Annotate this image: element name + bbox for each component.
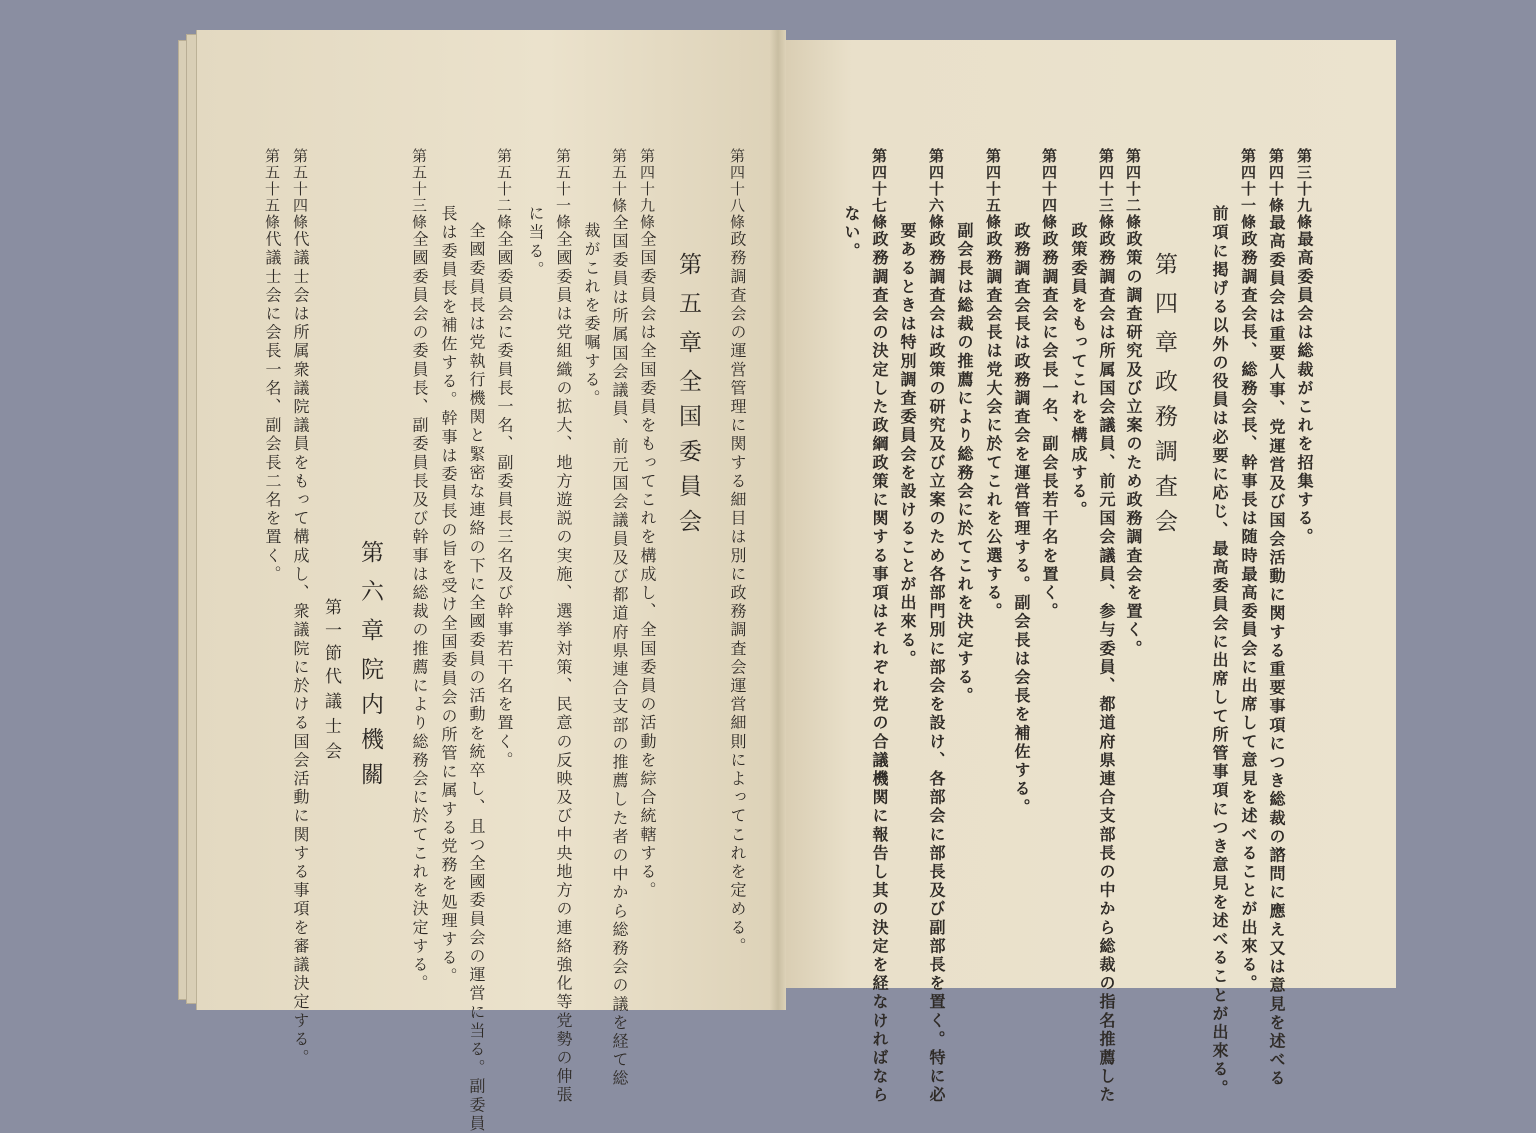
article-label: 第五十二條	[495, 148, 513, 231]
article-label: 第五十四條	[291, 148, 309, 231]
article-label: 第五十五條	[263, 148, 281, 231]
article-label: 第四十五條	[984, 148, 1002, 231]
article-42	[1125, 148, 1141, 658]
article-text: 全國委員は党組織の拡大、地方遊説の実施、選挙対策、民意の反映及び中央地方の連絡強化等党勢の伸張	[554, 230, 573, 1105]
article-43-cont	[1070, 222, 1086, 520]
article-label: 第五十一條	[554, 148, 572, 231]
chapter-5-heading	[676, 252, 699, 544]
article-51	[555, 148, 571, 1105]
chapter-6-heading	[358, 540, 381, 797]
article-54	[292, 148, 308, 1068]
article-text: 政務調査会は政策の研究及び立案のため各部門別に部会を設け、各部会に部長及び副部長を置く。特に必	[927, 230, 946, 1105]
article-44	[1041, 148, 1057, 621]
article-45	[985, 148, 1001, 621]
article-label: 第四十八條	[728, 148, 746, 231]
article-label: 第四十七條	[870, 148, 888, 231]
chapter-title: 政務調査会	[1151, 369, 1177, 544]
article-40	[1268, 148, 1284, 1088]
article-45-para2	[956, 222, 972, 706]
chapter-number: 第五章	[675, 252, 701, 369]
article-text: 政務調査会の決定した政綱政策に関する事項はそれぞれ党の合議機関に報告し其の決定を経なければなら	[870, 230, 889, 1105]
article-text: 政務調査会長、総務会長、幹事長は随時最高委員会に出席して意見を述べることが出來る。	[1239, 230, 1258, 994]
article-text: 政務調査会は所属国会議員、前元国会議員、参与委員、都道府県連合支部長の中から総裁の指名推薦した	[1097, 230, 1116, 1105]
article-label: 第四十二條	[1124, 148, 1142, 231]
article-53	[411, 148, 427, 993]
article-47	[871, 148, 887, 1105]
article-label: 第四十九條	[638, 148, 656, 231]
section-1-heading	[322, 598, 339, 767]
chapter-title: 院内機關	[357, 657, 383, 797]
article-50	[611, 148, 627, 1088]
article-text: 要あるときは特別調査委員会を設けることが出來る。	[898, 222, 917, 669]
article-text: 政務調査会に会長一名、副会長若干名を置く。	[1040, 230, 1059, 622]
article-text: 政策委員をもってこれを構成する。	[1069, 222, 1088, 520]
article-label: 第四十三條	[1097, 148, 1115, 231]
article-text: 全國委員会の委員長、副委員長及び幹事は総裁の推薦により総務会に於てこれを決定する。	[410, 230, 429, 994]
article-52-cont	[440, 205, 456, 986]
article-text: 最高委員会は重要人事、党運営及び国会活動に関する重要事項につき総裁の諮問に應え又は意見を述べる	[1267, 214, 1286, 1089]
article-44-para2	[1013, 222, 1029, 817]
article-text: 裁がこれを委嘱する。	[582, 222, 601, 408]
article-text: 政務調査会の運営管理に関する細目は別に政務調査会運営細則によってこれを定める。	[728, 230, 747, 956]
article-text: 全國委員会に委員長一名、副委員長三名及び幹事若干名を置く。	[495, 230, 514, 770]
article-text: 副会長は総裁の推薦により総務会に於てこれを決定する。	[955, 222, 974, 706]
article-text: ない。	[842, 205, 861, 261]
article-49	[639, 148, 655, 900]
article-text: 代議士会に会長一名、副会長二名を置く。	[263, 230, 282, 584]
article-label: 第五十三條	[410, 148, 428, 231]
article-label: 第五十條	[610, 148, 628, 214]
article-41	[1240, 148, 1256, 993]
article-50-cont	[583, 222, 599, 408]
article-41-para2	[1211, 205, 1227, 1098]
article-text: 政務調査会長は党大会に於てこれを公選する。	[984, 230, 1003, 622]
article-text: 全国委員会は全国委員をもってこれを構成し、全国委員の活動を綜合統轄する。	[638, 230, 657, 901]
article-label: 第四十條	[1267, 148, 1285, 214]
chapter-number: 第六章	[357, 540, 383, 657]
article-label: 第四十四條	[1040, 148, 1058, 231]
section-title: 代議士会	[321, 667, 341, 767]
article-text: 全國委員長は党執行機関と緊密な連絡の下に全國委員の活動を統卒し、且つ全國委員会の運営に当る。副委員	[467, 222, 486, 1133]
article-47-cont	[843, 205, 859, 261]
article-51-cont	[527, 205, 543, 279]
article-text: に当る。	[526, 205, 545, 280]
article-text: 長は委員長を補佐する。幹事は委員長の旨を受け全国委員会の所管に属する党務を処理する。	[439, 205, 458, 987]
section-number: 第一節	[321, 598, 341, 667]
article-text: 代議士会は所属衆議院議員をもって構成し、衆議院に於ける国会活動に関する事項を審議決定する。	[291, 230, 310, 1068]
chapter-4-heading	[1152, 252, 1175, 544]
chapter-title: 全国委員会	[675, 369, 701, 544]
article-48	[729, 148, 745, 956]
article-label: 第四十一條	[1239, 148, 1257, 231]
article-text: 政策の調査研究及び立案のため政務調査会を置く。	[1124, 230, 1143, 659]
article-52	[496, 148, 512, 770]
article-55	[264, 148, 280, 584]
article-46	[928, 148, 944, 1105]
article-text: 政務調査会長は政務調査会を運営管理する。副会長は会長を補佐する。	[1012, 222, 1031, 818]
chapter-number: 第四章	[1151, 252, 1177, 369]
article-46-cont	[899, 222, 915, 668]
article-label: 第四十六條	[927, 148, 945, 231]
article-39	[1296, 148, 1312, 547]
article-text: 最高委員会は総裁がこれを招集する。	[1295, 230, 1314, 547]
article-52-para2	[468, 222, 484, 1133]
article-text: 前項に掲げる以外の役員は必要に応じ、最高委員会に出席して所管事項につき意見を述べることが出來る。	[1210, 205, 1229, 1098]
article-text: 全国委員は所属国会議員、前元国会議員及び都道府県連合支部の推薦した者の中から総務会の議を経て総	[610, 214, 629, 1089]
article-label: 第三十九條	[1295, 148, 1313, 231]
article-43	[1098, 148, 1114, 1105]
book-gutter	[770, 30, 786, 1010]
